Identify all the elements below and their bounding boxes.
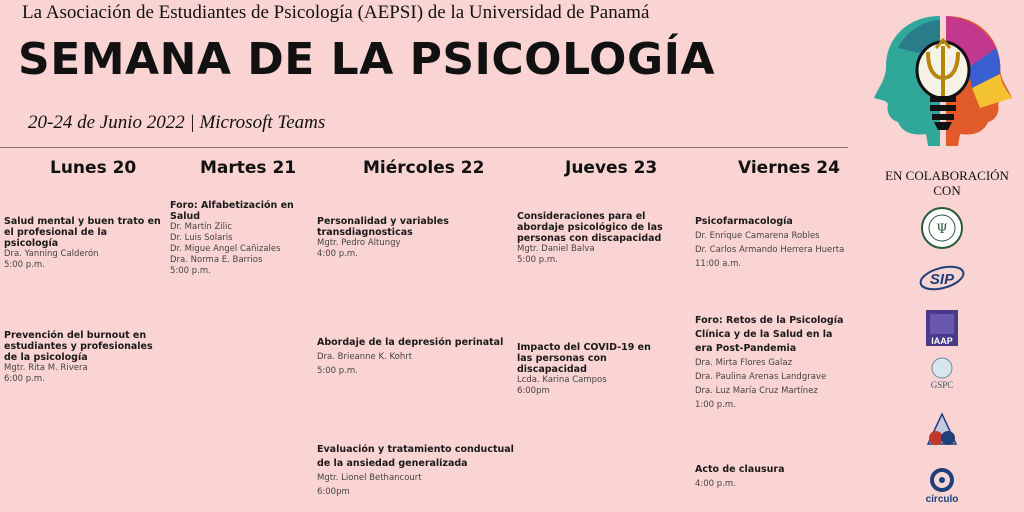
- event-time: 4:00 p.m.: [695, 479, 736, 489]
- event-time: 5:00 p.m.: [170, 266, 211, 276]
- event-miercoles-2: [317, 336, 517, 378]
- event-lunes-2: [4, 330, 164, 385]
- event-title: Abordaje de la depresión perinatal: [317, 337, 504, 348]
- event-miercoles-1: [317, 216, 467, 260]
- header-divider: [0, 147, 848, 148]
- aepsi-head-logo: [868, 8, 1018, 148]
- event-speaker: Mgtr. Rita M. Rivera: [4, 363, 88, 373]
- organization-line: La Asociación de Estudiantes de Psicología (AEPSI) de la Universidad de Panamá: [22, 2, 650, 23]
- event-lunes-1: [4, 216, 164, 271]
- event-speaker: Dr. Luis Solaris: [170, 233, 233, 243]
- event-time: 11:00 a.m.: [695, 259, 742, 269]
- event-viernes-1: [695, 215, 855, 271]
- event-title: Salud mental y buen trato en el profesional de la psicología: [4, 216, 161, 249]
- event-speaker: Dra. Paulina Arenas Landgrave: [695, 372, 827, 382]
- event-dates: 20-24 de Junio 2022 | Microsoft Teams: [28, 112, 326, 133]
- event-title: SEMANA DE LA PSICOLOGÍA: [18, 34, 716, 85]
- day-header-jueves: Jueves 23: [565, 158, 658, 178]
- event-speaker: Dra. Yanning Calderón: [4, 249, 99, 259]
- event-time: 1:00 p.m.: [695, 400, 736, 410]
- event-jueves-2: [517, 342, 667, 397]
- event-speaker: Dra. Luz María Cruz Martínez: [695, 386, 818, 396]
- event-speaker: Mgtr. Daniel Balva: [517, 244, 595, 254]
- event-title: Consideraciones para el abordaje psicológico de las personas con discapacidad: [517, 211, 663, 244]
- event-time: 6:00 p.m.: [4, 374, 45, 384]
- event-title: Impacto del COVID-19 en las personas con discapacidad: [517, 342, 651, 375]
- event-title: Foro: Alfabetización en Salud: [170, 200, 294, 222]
- event-speaker: Dra. Brieanne K. Kohrt: [317, 352, 413, 362]
- event-time: 6:00pm: [317, 487, 350, 497]
- event-title: Psicofarmacología: [695, 216, 793, 227]
- event-miercoles-3: [317, 443, 517, 499]
- event-title: Evaluación y tratamiento conductual de la ansiedad generalizada: [317, 444, 514, 469]
- sip-logo: [918, 256, 966, 300]
- event-speaker: Dr. Enrique Camarena Robles: [695, 231, 820, 241]
- event-speaker: Mgtr. Pedro Altungy: [317, 238, 401, 248]
- event-viernes-3: [695, 463, 845, 491]
- event-title: Prevención del burnout en estudiantes y profesionales de la psicología: [4, 330, 153, 363]
- event-speaker: Dr. Carlos Armando Herrera Huerta: [695, 245, 845, 255]
- event-title: Foro: Retos de la Psicología Clínica y de la Salud en la era Post-Pandemia: [695, 315, 844, 354]
- day-header-lunes: Lunes 20: [50, 158, 137, 178]
- event-time: 5:00 p.m.: [317, 366, 358, 376]
- event-title: Acto de clausura: [695, 464, 785, 475]
- university-seal-logo: [918, 206, 966, 250]
- day-header-miercoles: Miércoles 22: [363, 158, 485, 178]
- day-header-viernes: Viernes 24: [738, 158, 840, 178]
- event-speaker: Dr. Martín Zilic: [170, 222, 233, 232]
- iaap-logo: [918, 306, 966, 350]
- svg-text:círculo: círculo: [925, 494, 959, 505]
- psychology-building-logo: [918, 408, 966, 452]
- svg-text:GSPC: GSPC: [930, 380, 954, 390]
- event-viernes-2: [695, 314, 845, 412]
- svg-text:SIP: SIP: [929, 271, 955, 288]
- event-speaker: Dr. Migue Angel Cañizales: [170, 244, 281, 254]
- event-jueves-1: [517, 211, 687, 266]
- svg-text:Ψ: Ψ: [936, 222, 948, 237]
- event-speaker: Mgtr. Lionel Bethancourt: [317, 473, 422, 483]
- event-time: 5:00 p.m.: [4, 260, 45, 270]
- event-time: 5:00 p.m.: [517, 255, 558, 265]
- day-header-martes: Martes 21: [200, 158, 297, 178]
- collab-label: EN COLABORACIÓN CON: [885, 168, 1009, 198]
- event-speaker: Lcda. Karina Campos: [517, 375, 607, 385]
- event-speaker: Dra. Norma E. Barrios: [170, 255, 263, 265]
- head-bulb-psi-icon: [868, 8, 1018, 148]
- event-title: Personalidad y variables transdiagnosticas: [317, 216, 449, 238]
- event-time: 4:00 p.m.: [317, 249, 358, 259]
- svg-text:IAAP: IAAP: [931, 336, 953, 346]
- circulo-logo: [918, 466, 966, 510]
- event-martes-1: [170, 200, 300, 277]
- gspc-logo: [918, 354, 966, 398]
- event-speaker: Dra. Mirta Flores Galaz: [695, 358, 793, 368]
- event-time: 6:00pm: [517, 386, 550, 396]
